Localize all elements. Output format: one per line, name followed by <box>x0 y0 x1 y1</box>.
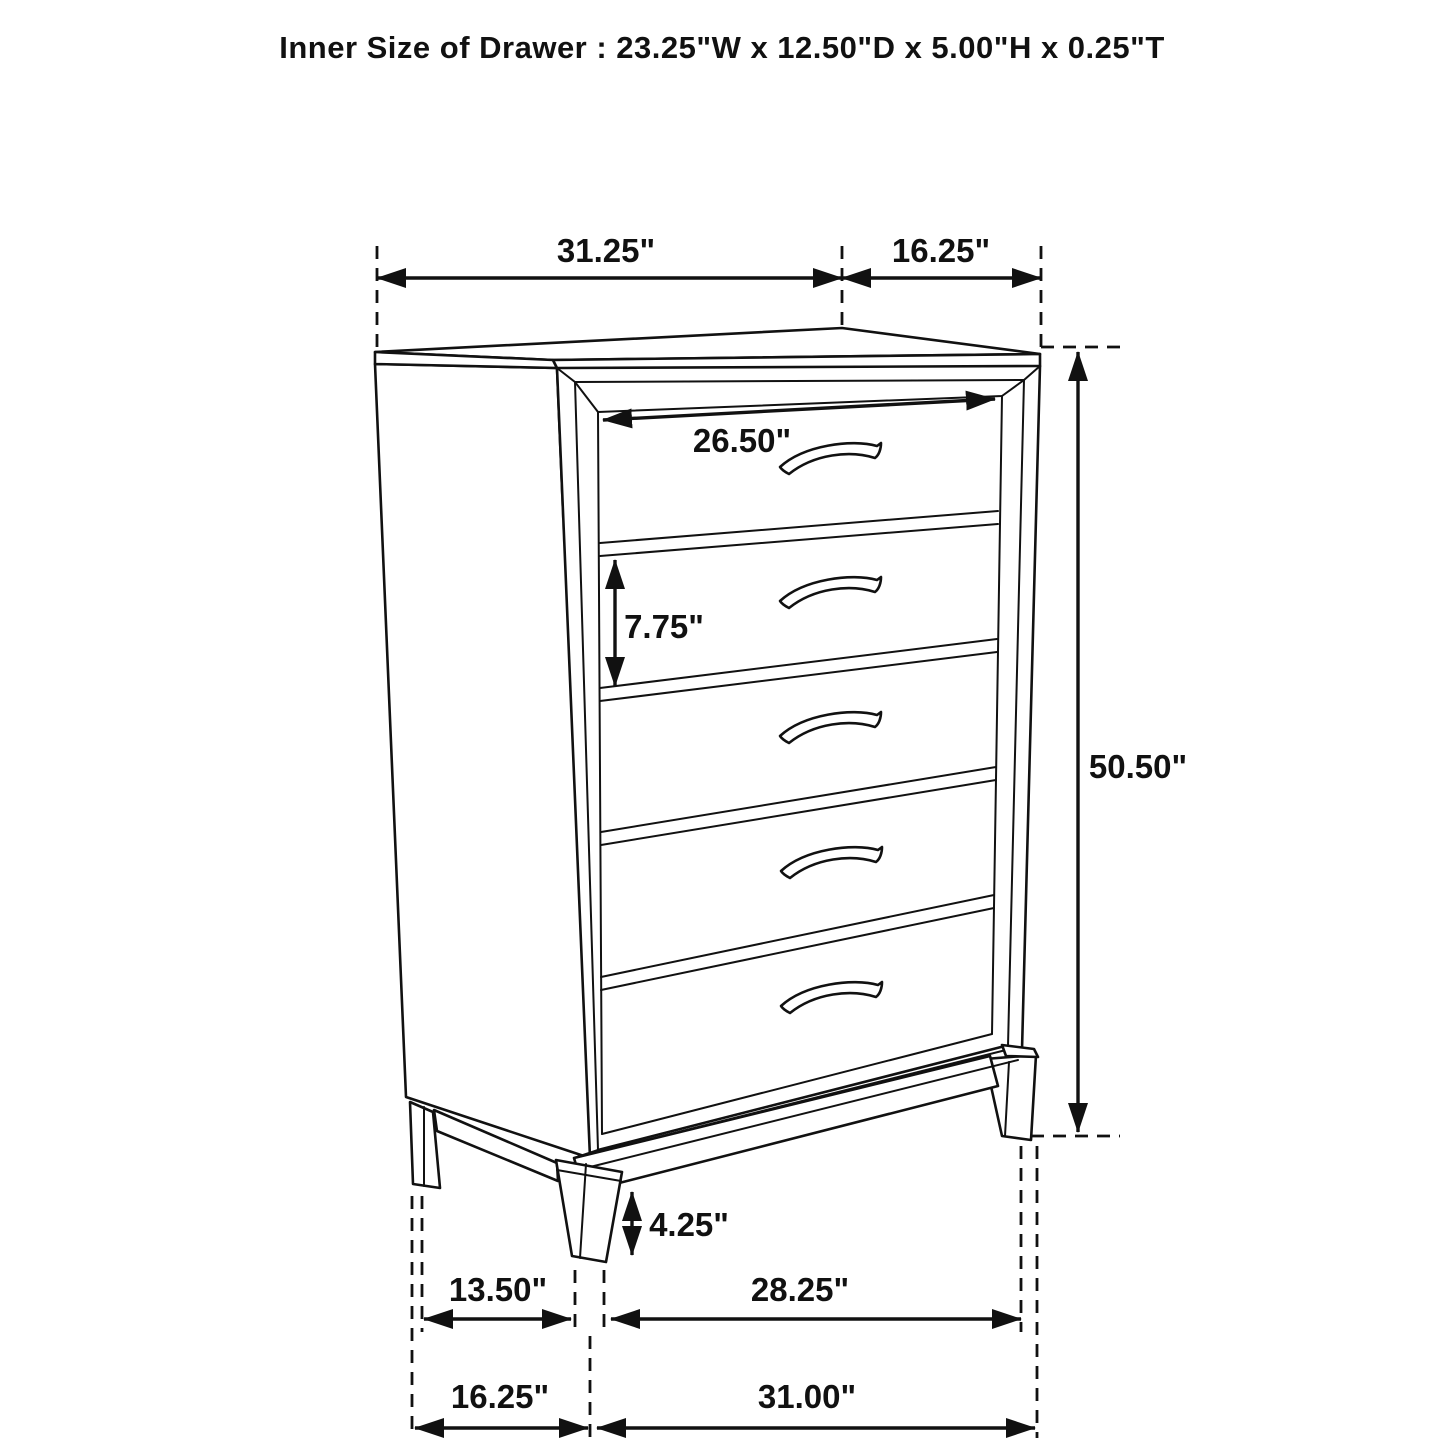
top-width-label: 31.25" <box>556 232 656 269</box>
chest-drawing <box>375 328 1040 1262</box>
overall-height-dimension <box>1031 347 1187 1136</box>
drawer-height-label: 7.75" <box>624 608 704 645</box>
base-depth-overall-label: 16.25" <box>450 1378 550 1415</box>
base-molding-end-cap <box>1002 1045 1038 1057</box>
base-width-overall-label: 31.00" <box>757 1378 857 1415</box>
leg-height-dimension <box>632 1192 729 1255</box>
overall-height-label: 50.50" <box>1088 748 1188 785</box>
base-dimensions <box>412 1146 1037 1438</box>
leg-height-label: 4.25" <box>649 1206 729 1243</box>
top-depth-label: 16.25" <box>891 232 991 269</box>
base-width-inner-label: 28.25" <box>750 1271 850 1308</box>
drawer-width-label: 26.50" <box>692 422 792 459</box>
diagram-title: Inner Size of Drawer : 23.25"W x 12.50"D x 5.00"H x 0.25"T <box>279 30 1165 65</box>
base-depth-inner-label: 13.50" <box>448 1271 548 1308</box>
side-panel <box>375 364 590 1158</box>
top-width-dimensions <box>377 232 1041 350</box>
